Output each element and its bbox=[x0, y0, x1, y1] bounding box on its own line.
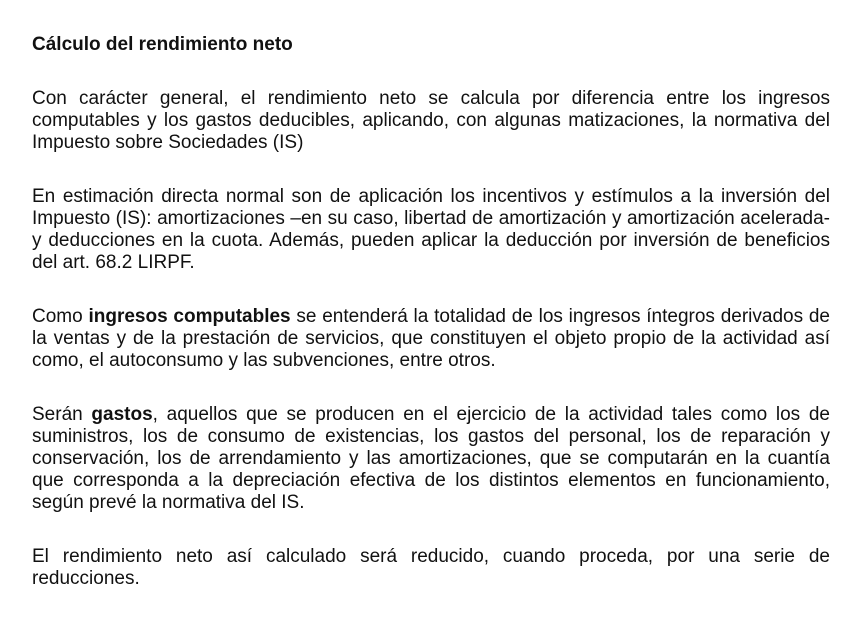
document-page bbox=[32, 34, 830, 590]
paragraph-ingresos-computables bbox=[32, 306, 830, 372]
paragraph-gastos bbox=[32, 404, 830, 514]
paragraph-text: Como bbox=[32, 306, 89, 327]
bold-term-ingresos-computables: ingresos computables bbox=[88, 306, 291, 327]
bold-term-gastos: gastos bbox=[91, 404, 153, 425]
paragraph-reducciones: El rendimiento neto así calculado será reducido, cuando proceda, por una serie de reducciones. bbox=[32, 546, 830, 589]
document-title: Cálculo del rendimiento neto bbox=[32, 34, 293, 55]
paragraph-estimacion-directa: En estimación directa normal son de aplicación los incentivos y estímulos a la inversión del Impuesto (IS): amortizaciones –en su caso, libertad de amortización y amortización acelerada- y deducciones en la cuota. Además, pueden aplicar la deducción por inversión de beneficios del art. 68.2 LIRPF. bbox=[32, 186, 830, 273]
paragraph-text: , aquellos que se producen en el ejercicio de la actividad tales como los de suministros, los de consumo de existencias, los gastos del personal, los de reparación y conservación, los de arrendamiento y las amortizaciones, que se computarán en la cuantía que corresponda a la depreciación efectiva de los distintos elementos en funcionamiento, según prevé la normativa del IS. bbox=[32, 404, 830, 513]
paragraph-text: se entenderá la totalidad de los ingresos íntegros derivados de la ventas y de la prestación de servicios, que constituyen el objeto propio de la actividad así como, el autoconsumo y las subvenciones, entre otros. bbox=[32, 306, 830, 371]
paragraph-text: Serán bbox=[32, 404, 92, 425]
paragraph-general: Con carácter general, el rendimiento neto se calcula por diferencia entre los ingresos computables y los gastos deducibles, aplicando, con algunas matizaciones, la normativa del Impuesto sobre Sociedades (IS) bbox=[32, 88, 830, 153]
